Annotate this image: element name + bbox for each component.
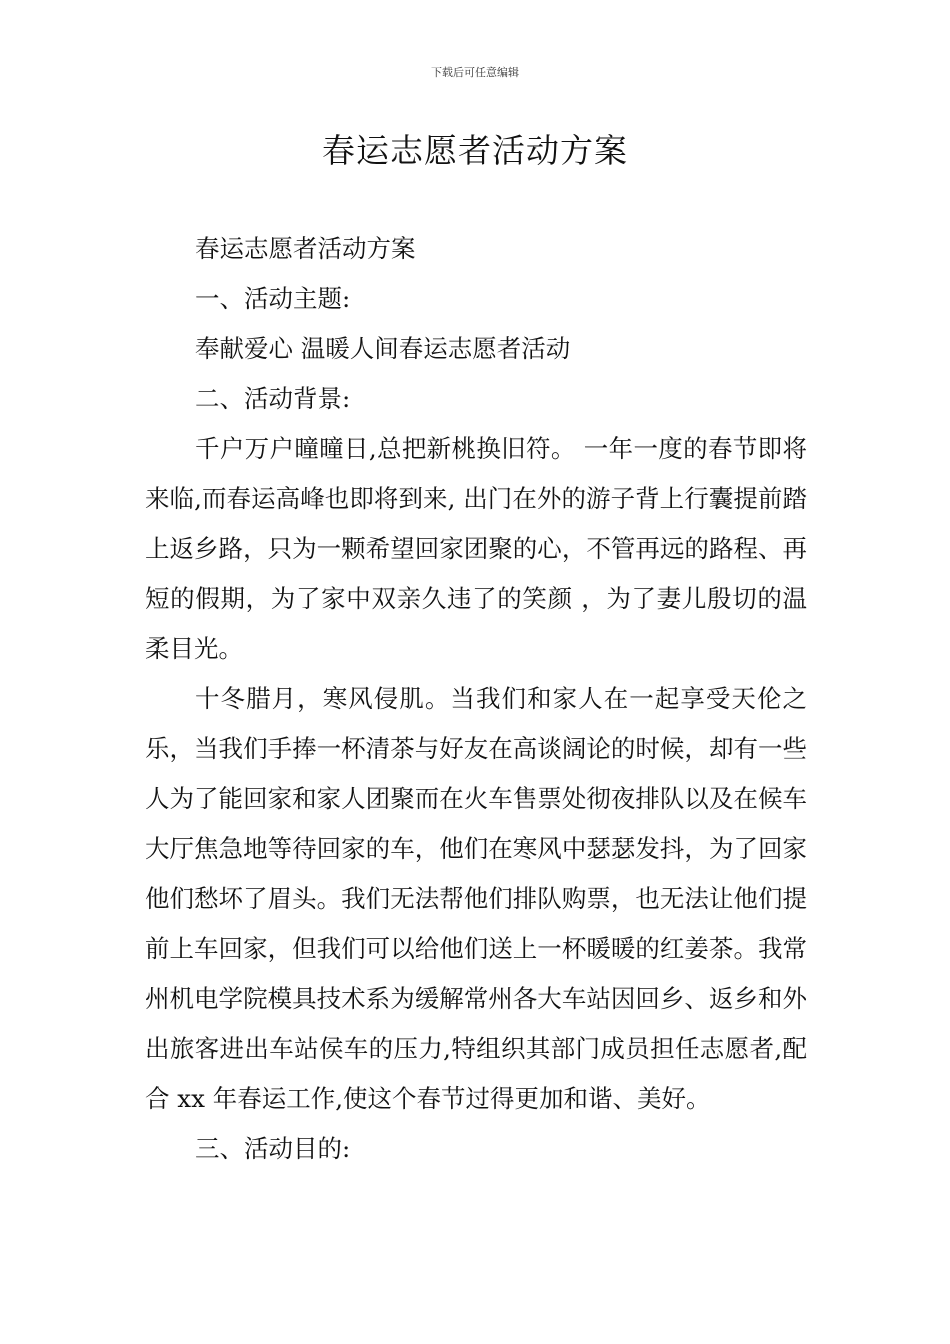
document-title: 春运志愿者活动方案 (322, 131, 628, 170)
section-heading-theme: 一、活动主题: (195, 284, 351, 313)
header-note: 下载后可任意编辑 (431, 66, 519, 79)
paragraph-theme: 奉献爱心 温暖人间春运志愿者活动 (195, 334, 571, 363)
paragraph-background-1: 千户万户曈曈日,总把新桃换旧符。 一年一度的春节即将来临,而春运高峰也即将到来, 出门在外的游子背上行囊提前踏上返乡路，只为一颗希望回家团聚的心，不管再远的路程、再短的假期，为了家中双亲久违了的笑颜 ，为了妻儿殷切的温柔目光。 (145, 434, 807, 663)
paragraph-background-2: 十冬腊月，寒风侵肌。当我们和家人在一起享受天伦之乐，当我们手捧一杯清茶与好友在高谈阔论的时候，却有一些人为了能回家和家人团聚而在火车售票处彻夜排队以及在候车大厅焦急地等待回家的车，他们在寒风中瑟瑟发抖，为了回家他们愁坏了眉头。我们无法帮他们排队购票，也无法让他们提前上车回家，但我们可以给他们送上一杯暖暖的红姜茶。我常州机电学院模具技术系为缓解常州各大车站因回乡、返乡和外出旅客进出车站侯车的压力,特组织其部门成员担任志愿者,配合 xx 年春运工作,使这个春节过得更加和谐、美好。 (145, 684, 807, 1113)
document-body (145, 224, 807, 1174)
section-heading-purpose: 三、活动目的: (195, 1134, 351, 1163)
section-heading-background: 二、活动背景: (195, 384, 351, 413)
paragraph-subtitle: 春运志愿者活动方案 (195, 234, 416, 263)
